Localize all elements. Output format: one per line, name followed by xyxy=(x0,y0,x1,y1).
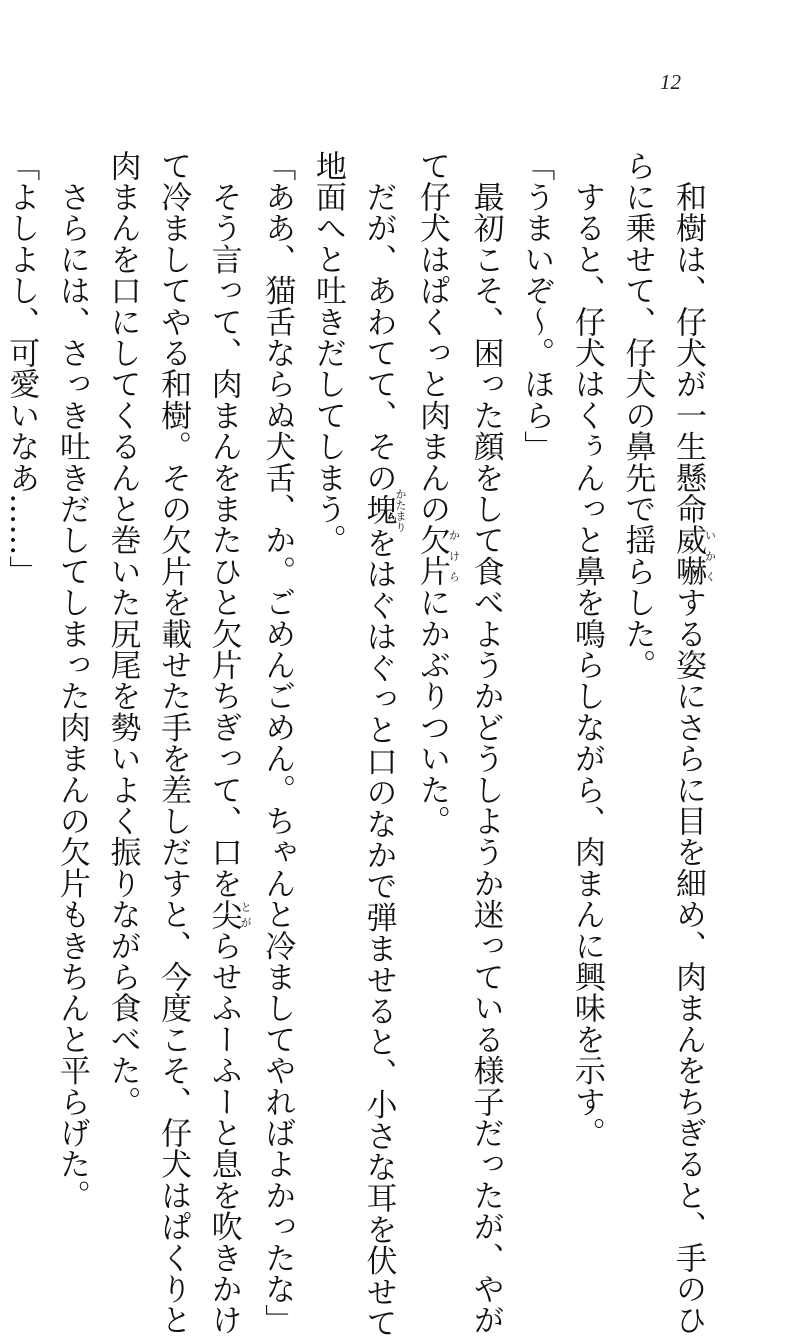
ruby-base: 塊 xyxy=(360,488,397,533)
text-segment: らに乗せて、仔犬の鼻先で揺らした。 xyxy=(619,150,656,681)
text-line xyxy=(662,150,717,1336)
text-segment: らせふーふーと息を吹きかけ xyxy=(205,930,242,1336)
ruby-base: 欠片 xyxy=(414,524,451,587)
page-number: 12 xyxy=(660,70,681,94)
text-line xyxy=(252,150,303,1336)
text-line xyxy=(460,150,511,1336)
text-segment: する姿にさらに目を細め、肉まんをちぎると、手のひ xyxy=(670,586,706,1336)
text-line xyxy=(353,150,407,1338)
text-segment: て仔犬はぱくっと肉まんの xyxy=(414,150,451,525)
text-line xyxy=(561,150,612,1149)
text-segment: さらには、さっき吐きだしてしまった肉まんの欠片もきちんと平らげた。 xyxy=(53,150,90,1211)
text-line xyxy=(511,150,562,1110)
text-line xyxy=(147,150,198,1336)
text-line xyxy=(46,150,97,1211)
text-line xyxy=(302,150,353,1110)
text-line xyxy=(97,150,148,1118)
ruby-annotation xyxy=(205,898,253,931)
ruby-reading: いかく xyxy=(703,524,717,587)
novel-body-text xyxy=(0,150,717,1338)
text-segment: 地面へと吐きだしてしまう。 xyxy=(309,150,346,556)
ruby-annotation xyxy=(360,488,407,533)
text-segment: 「よしよし、可愛いなあ……」 xyxy=(3,150,40,587)
ruby-annotation xyxy=(670,524,717,587)
text-segment: をはぐはぐっと口のなかで弾ませると、小さな耳を伏せて xyxy=(360,527,397,1338)
text-line xyxy=(198,150,253,1336)
text-segment: そう言って、肉まんをまたひと欠片ちぎって、口を xyxy=(205,150,242,899)
text-segment: 最初こそ、困った顔をして食べようかどうしようか迷っている様子だったが、やが xyxy=(467,150,504,1336)
ruby-base: 尖 xyxy=(205,898,242,931)
text-segment: 肉まんを口にしてくるんと巻いた尻尾を勢いよく振りながら食べた。 xyxy=(104,150,141,1118)
text-segment: て冷ましてやる和樹。その欠片を載せた手を差しだすと、今度こそ、仔犬はぱくりと xyxy=(155,150,192,1336)
ruby-reading: とが xyxy=(239,898,253,931)
text-segment: 「ああ、猫舌ならぬ犬舌、か。ごめんごめん。ちゃんと冷ましてやればよかったな」 xyxy=(259,150,296,1336)
text-segment: 和樹は、仔犬が一生懸命 xyxy=(670,150,706,525)
ruby-annotation xyxy=(414,524,461,587)
text-segment: だが、あわてて、その xyxy=(360,150,397,494)
text-segment: 「うまいぞ～。ほら」 xyxy=(518,150,555,462)
text-segment: すると、仔犬はくぅんっと鼻を鳴らしながら、肉まんに興味を示す。 xyxy=(568,150,605,1149)
text-segment: にかぶりついた。 xyxy=(414,586,451,837)
text-line xyxy=(406,150,460,1110)
ruby-reading: かけら xyxy=(447,524,461,587)
ruby-reading: かたまり xyxy=(393,488,407,533)
text-line xyxy=(612,150,663,1110)
text-line xyxy=(0,150,46,1110)
ruby-base: 威嚇 xyxy=(670,524,706,587)
